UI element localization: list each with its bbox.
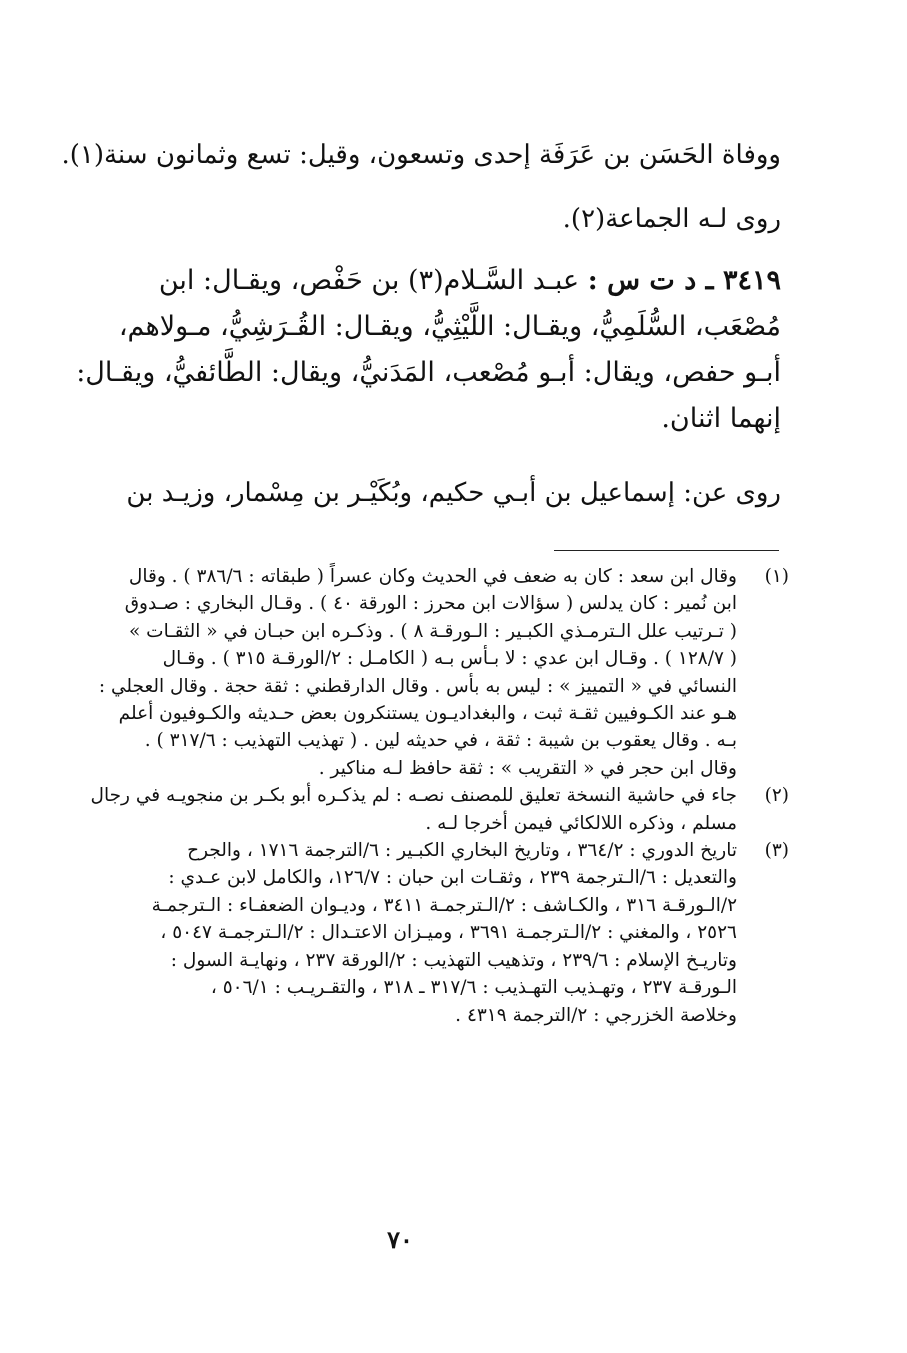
footnote-line: والتعديل : ٦/الـترجمة ٢٣٩ ، وثقـات ابن حبان : ١٢٦/٧، والكامل لابن عـدي :: [168, 867, 737, 889]
footnote-line: وقال ابن سعد : كان به ضعف في الحديث وكان عسراً ( طبقاته : ٣٨٦/٦ ) . وقال: [128, 566, 737, 587]
footnote-2: [89, 782, 789, 837]
footnote-line: النسائي في « التمييز » : ليس به بأس . وقال الدارقطني : ثقة حجة . وقال العجلي :: [98, 675, 737, 697]
footnote-number: (٢): [764, 785, 789, 807]
footnote-line: بـه . وقال يعقوب بن شيبة : ثقة ، في حديثه لين . ( تهذيب التهذيب : ٣١٧/٦ ) .: [144, 730, 737, 752]
text-line: [76, 258, 781, 304]
footnote-line: تاريخ الدوري : ٣٦٤/٢ ، وتاريخ البخاري الكبـير : ٦/الترجمة ١٧١٦ ، والجرح: [187, 840, 737, 862]
text-line: إنهما اثنان.: [661, 403, 781, 434]
text-line: روى عن: إسماعيل بن أبـي حكيم، وبُكَيْـر بن مِسْمار، وزيـد بن: [126, 478, 781, 508]
footnote-line: جاء في حاشية النسخة تعليق للمصنف نصـه : لم يذكـره أبو بكـر بن منجويـه في رجال: [90, 785, 737, 807]
footnote-line: وتاريـخ الإسلام : ٢٣٩/٦ ، وتذهيب التهذيب : ٢/الورقة ٢٣٧ ، ونهايـة السول :: [170, 949, 737, 971]
footnote-line: ٢/الـورقـة ٣١٦ ، والكـاشف : ٢/الـترجمـة ٣٤١١ ، وديـوان الضعفـاء : الـترجمـة: [151, 894, 737, 916]
footnote-number: (١): [764, 566, 789, 587]
text-line: روى لـه الجماعة(٢).: [562, 204, 781, 234]
paragraph-death-date: [61, 132, 781, 178]
footnote-line: ( تـرتيب علل الـترمـذي الكبـير : الـورقـة ٨ ) . وذكـره ابن حبـان في « الثقـات »: [128, 620, 737, 642]
footnote-number: (٣): [764, 840, 789, 862]
text-line: أبـو حفص، ويقال: أبـو مُصْعب، المَدَنيُّ، ويقال: الطَّائفيُّ، ويقـال:: [76, 357, 781, 388]
page-number: ٧٠: [387, 1225, 413, 1254]
footnote-line: وخلاصة الخزرجي : ٢/الترجمة ٤٣١٩ .: [455, 1004, 737, 1026]
paragraph-narrated-from: [76, 470, 781, 516]
text-line: مُصْعَب، السُّلَمِيُّ، ويقـال: اللَّيْثِيُّ، ويقـال: القُـرَشِيُّ، مـولاهم،: [118, 311, 781, 342]
entry-number: ٣٤١٩ ـ د ت س :: [587, 265, 781, 296]
footnotes: [89, 563, 789, 1029]
footnote-3: [89, 837, 789, 1029]
footnote-line: هـو عند الكـوفيين ثقـة ثبت ، والبغداديـون يستنكرون بعض حـديثه والكـوفيون أعلم: [118, 703, 737, 725]
footnote-1: [89, 563, 789, 782]
entry-heading-text: عبـد السَّـلام(٣) بن حَفْص، ويقـال: ابن: [158, 265, 580, 296]
text-line: ووفاة الحَسَن بن عَرَفَة إحدى وتسعون، وقيل: تسع وثمانون سنة(١).: [61, 140, 781, 170]
footnote-line: ابن نُمير : كان يدلس ( سؤالات ابن محرز : الورقة ٤٠ ) . وقـال البخاري : صـدوق: [124, 593, 737, 615]
footnote-separator: [554, 550, 779, 551]
footnote-line: ( ١٢٨/٧ ) . وقـال ابن عدي : لا بـأس بـه ( الكامـل : ٢/الورقـة ٣١٥ ) . وقـال: [162, 648, 737, 670]
footnote-line: ٢٥٢٦ ، والمغني : ٢/الـترجمـة ٣٦٩١ ، وميـزان الاعتـدال : ٢/الـترجمـة ٥٠٤٧ ،: [160, 922, 737, 944]
footnote-line: وقال ابن حجر في « التقريب » : ثقة حافظ لـه مناكير .: [318, 757, 737, 779]
footnote-line: مسلم ، وذكره اللالكائي فيمن أخرجا لـه .: [425, 812, 737, 834]
footnote-line: الـورقـة ٢٣٧ ، وتهـذيب التهـذيب : ٣١٧/٦ ـ ٣١٨ ، والتقـريـب : ٥٠٦/١ ،: [210, 977, 737, 999]
paragraph-narrated-by-group: [76, 196, 781, 242]
biography-entry-3419: [76, 258, 781, 442]
